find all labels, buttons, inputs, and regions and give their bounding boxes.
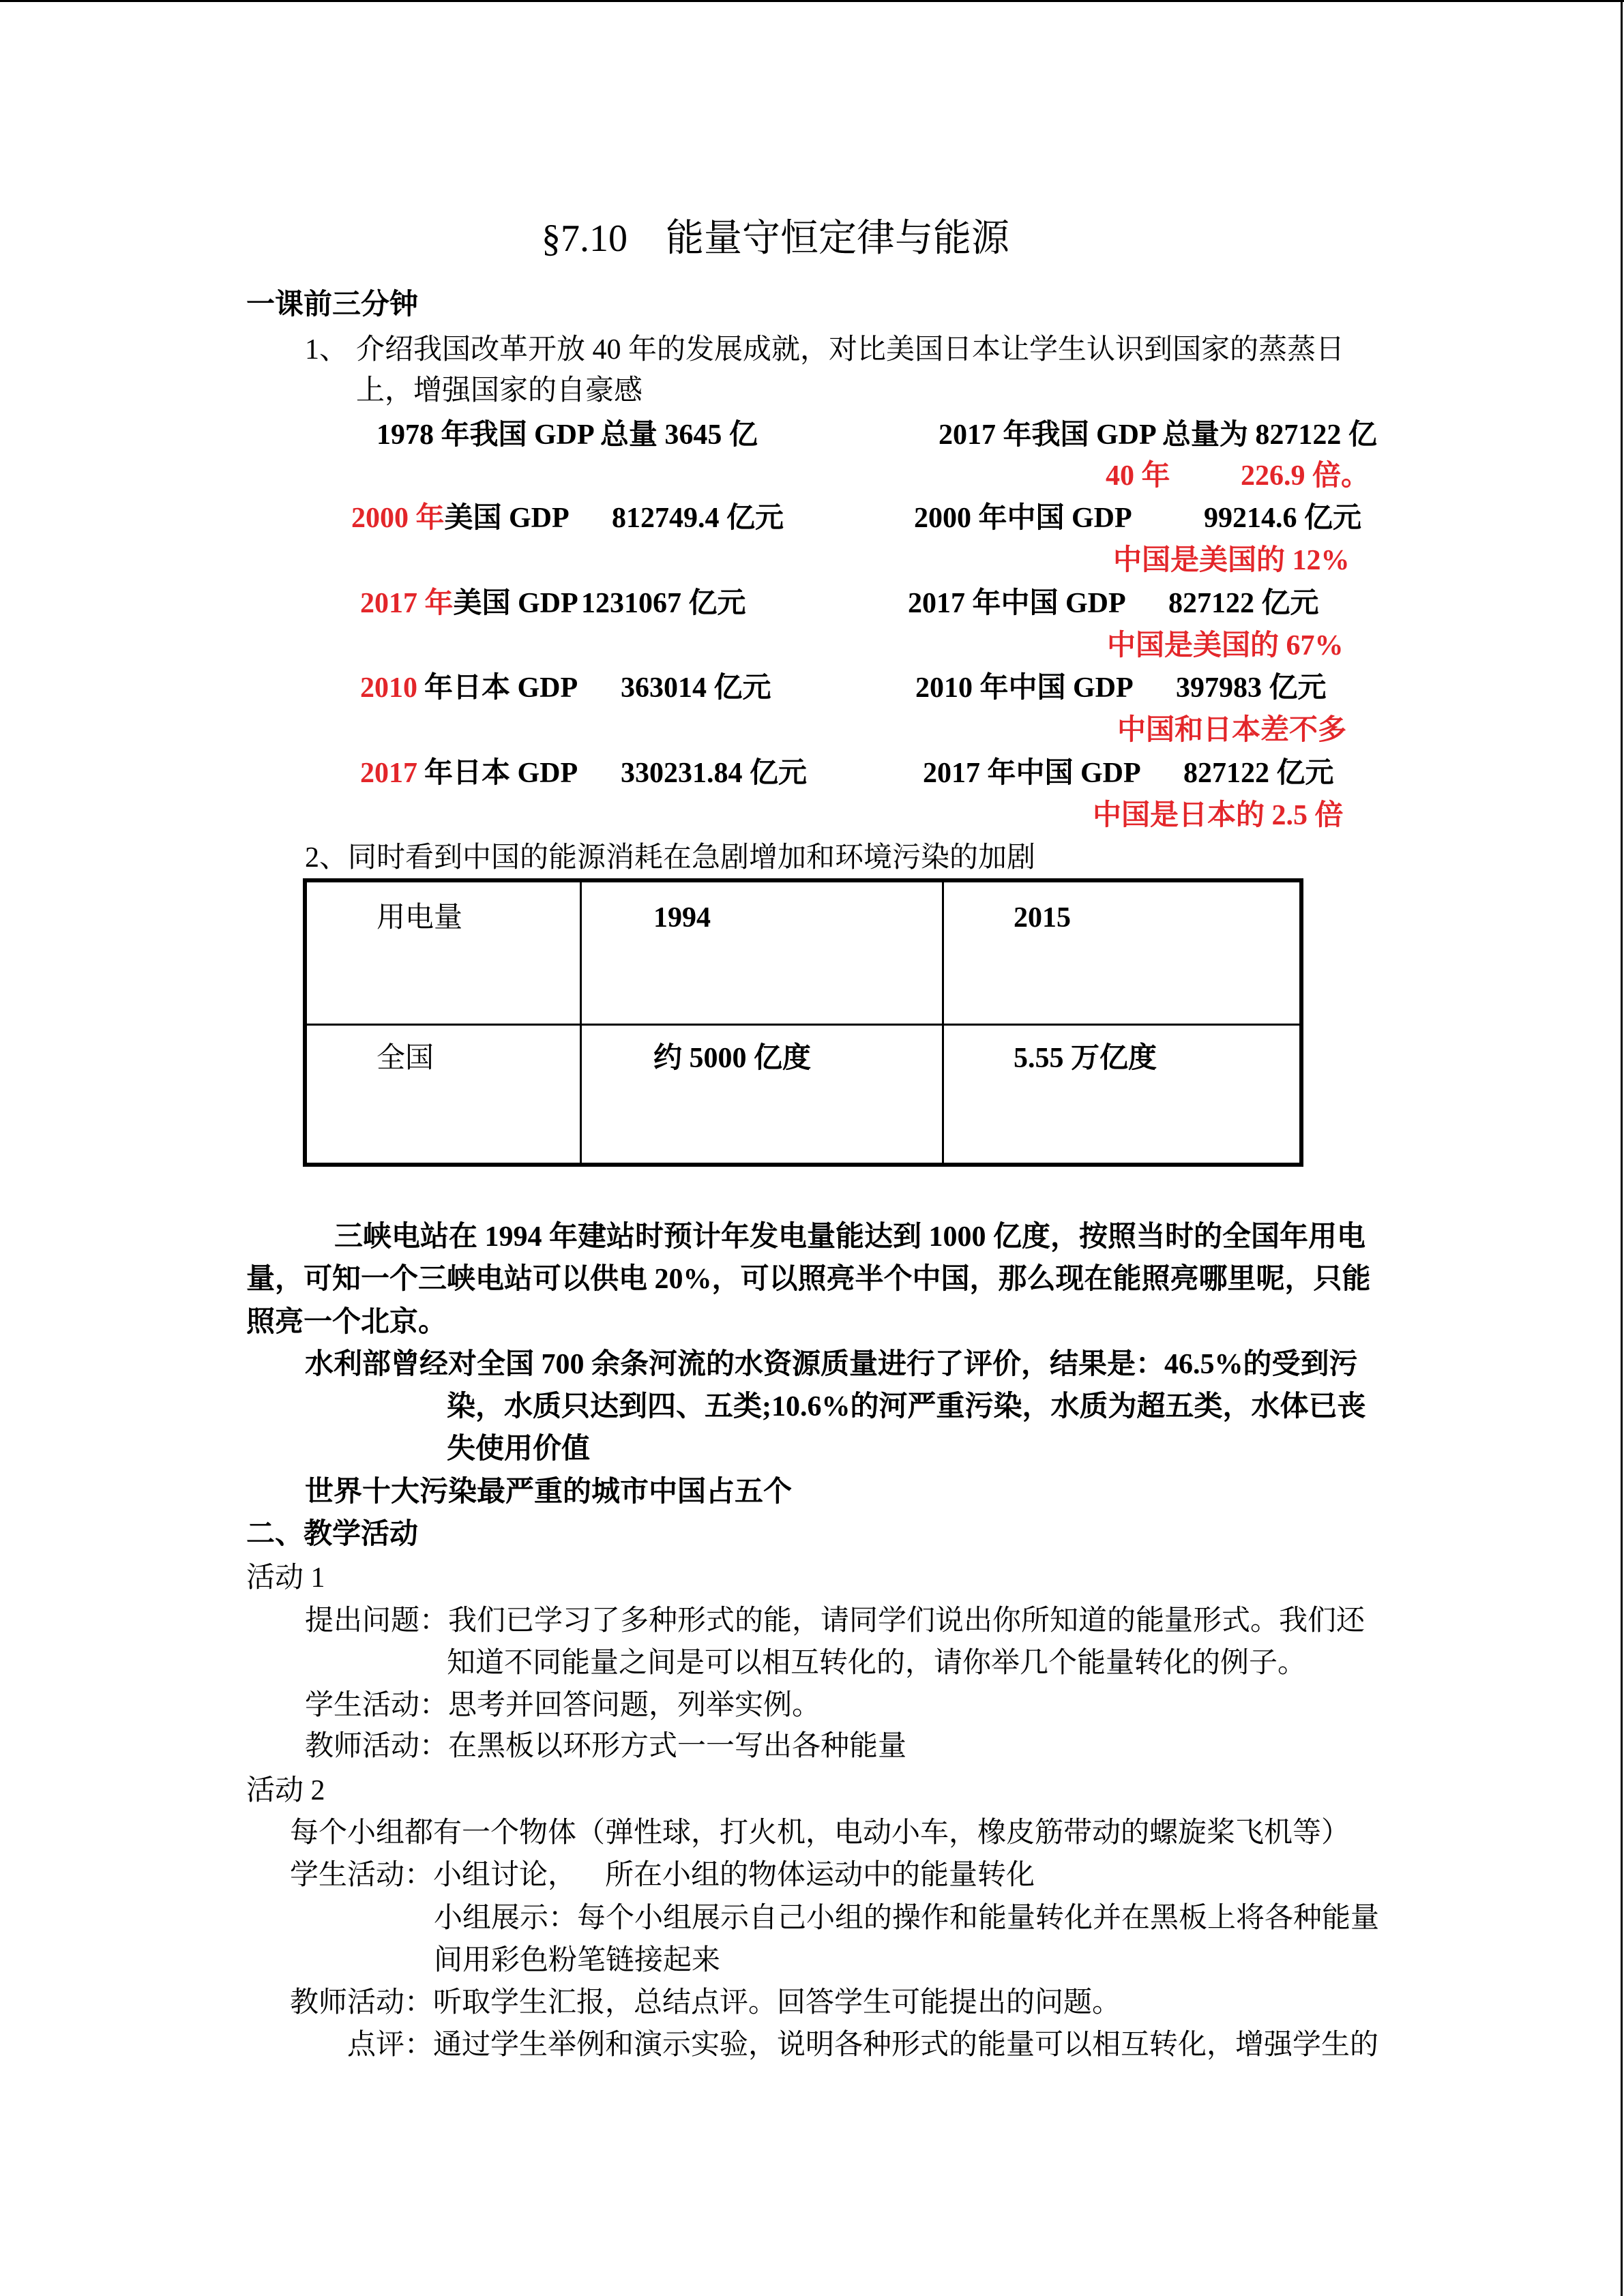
gdp-comparison-conclusion: 中国是美国的 12% bbox=[1113, 545, 1350, 576]
activity1-title: 活动 1 bbox=[246, 1562, 325, 1594]
gdp-comparison-right-label: 2017 年中国 GDP bbox=[923, 758, 1141, 789]
item1-line: 上，增强国家的自豪感 bbox=[356, 375, 643, 406]
section-heading-pre-class: 一课前三分钟 bbox=[246, 289, 419, 320]
table-header-cell: 1994 bbox=[653, 902, 711, 934]
activity1-teacher: 教师活动：在黑板以环形方式一一写出各种能量 bbox=[305, 1731, 907, 1762]
water-quality-line: 染，水质只达到四、五类;10.6%的河严重污染，水质为超五类，水体已丧 bbox=[447, 1391, 1366, 1422]
table-cell: 全国 bbox=[377, 1043, 434, 1074]
page-title: §7.10 能量守恒定律与能源 bbox=[542, 218, 1009, 260]
gdp-comparison-right-label: 2017 年中国 GDP bbox=[908, 588, 1126, 619]
table-cell: 5.55 万亿度 bbox=[1014, 1043, 1157, 1074]
activity2-student-label: 学生活动：小组讨论， bbox=[290, 1860, 577, 1891]
gdp-comparison-right-value: 99214.6 亿元 bbox=[1204, 503, 1362, 534]
gdp-growth-years: 40 年 bbox=[1106, 460, 1170, 492]
activity2-show-line: 间用彩色粉笔链接起来 bbox=[434, 1945, 721, 1976]
electricity-usage-table bbox=[303, 878, 1303, 1167]
gdp-comparison-year: 2017 年 bbox=[360, 588, 454, 619]
page-top-border bbox=[0, 0, 1624, 2]
gdp-comparison-left-value: 1231067 亿元 bbox=[581, 588, 746, 619]
activity1-question-line: 知道不同能量之间是可以相互转化的，请你举几个能量转化的例子。 bbox=[447, 1648, 1307, 1679]
gdp-comparison-right-label: 2010 年中国 GDP bbox=[915, 672, 1134, 704]
gdp-comparison-year: 2010 bbox=[360, 672, 417, 704]
gdp-comparison-left-value: 812749.4 亿元 bbox=[612, 503, 784, 534]
table-column-divider bbox=[580, 882, 582, 1163]
gdp-comparison-left-label bbox=[351, 497, 570, 539]
gdp-comparison-country: 美国 GDP bbox=[453, 588, 578, 619]
three-gorges-paragraph-line: 量，可知一个三峡电站可以供电 20%，可以照亮半个中国，那么现在能照亮哪里呢，只能 bbox=[246, 1264, 1371, 1295]
table-row-divider bbox=[307, 1024, 1299, 1026]
water-quality-line: 失使用价值 bbox=[447, 1433, 591, 1465]
page-right-border bbox=[1621, 0, 1623, 2296]
gdp-comparison-right-value: 827122 亿元 bbox=[1168, 588, 1319, 619]
activity2-teacher: 教师活动：听取学生汇报，总结点评。回答学生可能提出的问题。 bbox=[290, 1987, 1121, 2018]
gdp-comparison-right-value: 827122 亿元 bbox=[1183, 758, 1334, 789]
gdp-china-2017: 2017 年我国 GDP 总量为 827122 亿 bbox=[939, 419, 1377, 451]
gdp-comparison-left-label bbox=[360, 752, 578, 794]
gdp-comparison-left-label bbox=[360, 667, 578, 709]
activity1-question-line: 提出问题：我们已学习了多种形式的能，请同学们说出你所知道的能量形式。我们还 bbox=[305, 1605, 1365, 1637]
pollution-cities-text: 世界十大污染最严重的城市中国占五个 bbox=[305, 1476, 793, 1508]
gdp-comparison-conclusion: 中国是日本的 2.5 倍 bbox=[1093, 800, 1344, 831]
section-heading-teaching: 二、教学活动 bbox=[246, 1519, 419, 1550]
gdp-comparison-left-label bbox=[360, 582, 578, 625]
activity2-comment: 点评：通过学生举例和演示实验，说明各种形式的能量可以相互转化，增强学生的 bbox=[347, 2029, 1379, 2061]
activity2-intro: 每个小组都有一个物体（弹性球，打火机，电动小车，橡皮筋带动的螺旋桨飞机等） bbox=[290, 1817, 1350, 1849]
three-gorges-paragraph-line: 三峡电站在 1994 年建站时预计年发电量能达到 1000 亿度，按照当时的全国年用电 bbox=[334, 1221, 1366, 1253]
item1-line: 介绍我国改革开放 40 年的发展成就，对比美国日本让学生认识到国家的蒸蒸日 bbox=[356, 334, 1345, 366]
table-column-divider bbox=[942, 882, 944, 1163]
activity2-student-text: 所在小组的物体运动中的能量转化 bbox=[605, 1860, 1035, 1891]
activity2-title: 活动 2 bbox=[246, 1775, 325, 1806]
gdp-comparison-country: 年日本 GDP bbox=[424, 758, 578, 789]
table-header-cell: 2015 bbox=[1014, 902, 1071, 934]
gdp-growth-factor: 226.9 倍。 bbox=[1241, 460, 1370, 492]
table-header-cell: 用电量 bbox=[377, 902, 463, 934]
gdp-comparison-country: 美国 GDP bbox=[444, 503, 570, 534]
gdp-comparison-country: 年日本 GDP bbox=[424, 672, 578, 704]
item1-number: 1、 bbox=[305, 334, 349, 366]
activity2-show-line: 小组展示：每个小组展示自己小组的操作和能量转化并在黑板上将各种能量 bbox=[434, 1903, 1380, 1934]
gdp-comparison-conclusion: 中国和日本差不多 bbox=[1117, 715, 1347, 746]
item2-text: 2、同时看到中国的能源消耗在急剧增加和环境污染的加剧 bbox=[305, 842, 1036, 874]
gdp-comparison-right-label: 2000 年中国 GDP bbox=[914, 503, 1132, 534]
gdp-comparison-left-value: 363014 亿元 bbox=[621, 672, 771, 704]
gdp-comparison-year: 2017 bbox=[360, 758, 417, 789]
gdp-china-1978: 1978 年我国 GDP 总量 3645 亿 bbox=[377, 419, 758, 451]
gdp-comparison-right-value: 397983 亿元 bbox=[1176, 672, 1327, 704]
activity1-student: 学生活动：思考并回答问题，列举实例。 bbox=[305, 1690, 821, 1721]
gdp-comparison-conclusion: 中国是美国的 67% bbox=[1107, 630, 1344, 661]
water-quality-line: 水利部曾经对全国 700 余条河流的水资源质量进行了评价，结果是：46.5%的受到污 bbox=[305, 1349, 1358, 1380]
gdp-comparison-year: 2000 年 bbox=[351, 503, 445, 534]
table-cell: 约 5000 亿度 bbox=[653, 1043, 812, 1074]
gdp-comparison-left-value: 330231.84 亿元 bbox=[621, 758, 808, 789]
three-gorges-paragraph-line: 照亮一个北京。 bbox=[246, 1307, 447, 1338]
